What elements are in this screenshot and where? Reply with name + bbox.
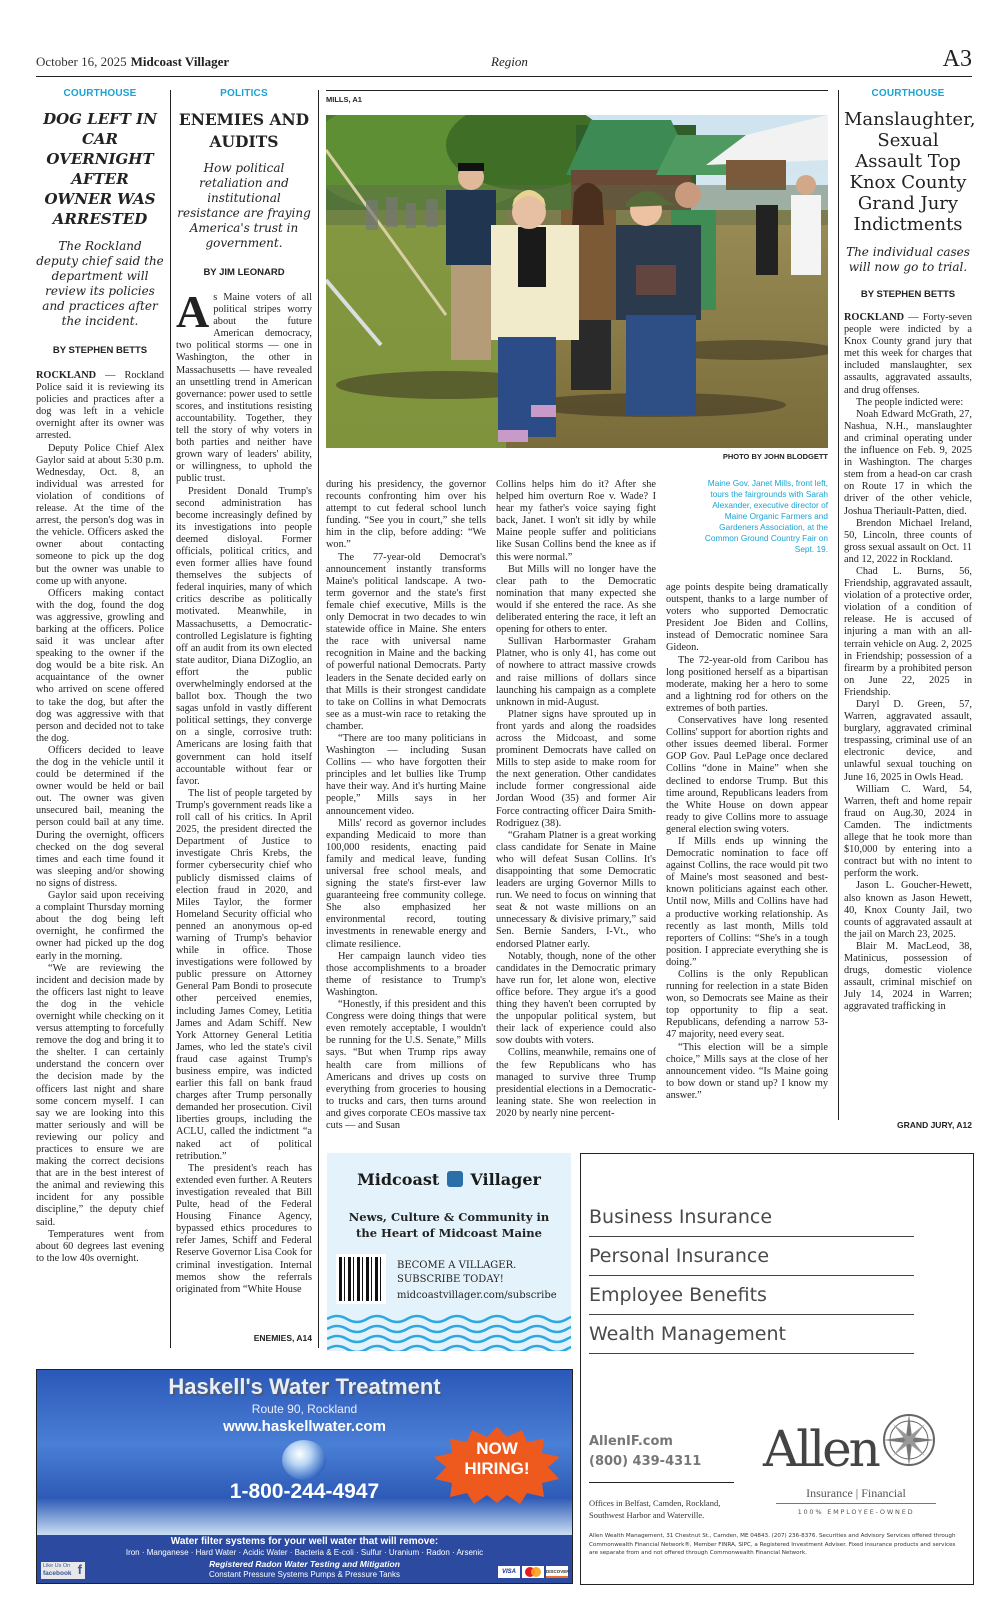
mills-paragraph: “This election will be a simple choice,” Mills says at the close of her announcement video. “Is Maine going to bow down or stand up? I know my answer.” [666, 1041, 828, 1101]
enemies-dek: How political retaliation and institutional resistance are fraying America's trust in government. [177, 161, 311, 250]
service-personal-insurance: Personal Insurance [589, 1237, 914, 1276]
villager-logo [327, 1170, 571, 1189]
dog-paragraph: Officers making contact with the dog, found the dog was aggressive, growling and barking at the officers. Police said it was unclear after speaking to the owner if the dog would be a bite risk. An acquaintance of the owner who arrived on scene offered to take the dog, but after the dog was aggressive with that person and decided not to take the dog. [36, 587, 164, 744]
dog-paragraph: Deputy Police Chief Alex Gaylor said at about 5:30 p.m. Wednesday, Oct. 8, an individual was arrested for violation of conditions of release. At the time of the arrest, the person's dog was in the vehicle. Officers asked the owner about contacting someone to pick up the dog but the owner was unable to come up with anyone. [36, 442, 164, 587]
jury-paragraph: Chad L. Burns, 56, Friendship, aggravated assault, violation of a protective order, violation of a condition of release. He is accused of injuring a man with an all-terrain vehicle on Aug. 2, 2025 in Friendship; possession of a firearm by a prohibited person on June 22, 2025 in Friendship. [844, 565, 972, 698]
allen-contact [589, 1432, 701, 1472]
allen-disclaimer: Allen Wealth Management, 31 Chestnut St., Camden, ME 04843. (207) 236-8376. Securities and Advisory Services offered through Commonwealth Financial Network®, Member FINRA, SIPC, a Registered Investment Adviser. Fixed insurance products and services are separate from and not offered through Commonwealth Financial Network. [589, 1533, 956, 1556]
villager-cta [397, 1259, 557, 1303]
mills-paragraph: age points despite being dramatically outspent, thanks to a large number of voters who supported Democratic President Joe Biden and Collins, instead of Democratic nominee Sara Gideon. [666, 582, 828, 654]
mills-paragraph: Sullivan Harbormaster Graham Platner, who is only 41, has come out of nowhere to attract massive crowds and raise millions of dollars since launching his campaign as a complete unknown in mid-August. [496, 636, 656, 708]
facebook-badge[interactable] [41, 1562, 85, 1579]
dog-paragraph [36, 370, 164, 443]
service-list [589, 1200, 914, 1354]
jury-paragraph: Daryl D. Green, 57, Warren, aggravated assault, burglary, aggravated criminal trespassing, criminal use of an electronic device, and unlawful sexual touching on June 16, 2025 in Owls Head. [844, 699, 972, 783]
column-divider [318, 90, 319, 1348]
facebook-line-2: facebook [43, 1570, 72, 1577]
photo-credit: PHOTO BY JOHN BLODGETT [722, 452, 828, 461]
mills-paragraph: Platner signs have sprouted up in front yards and along the roadsides across the Midcoast, and some prominent Democrats have called on Mills to step aside to make room for the next generation. Other candidates include former congressional aide Jordan Wood (35) and former Air Force contracting officer Daira Smith-Rodriguez (38). [496, 708, 656, 829]
section-name: Region [491, 54, 528, 69]
mills-column-1 [326, 479, 486, 1132]
jury-headline[interactable]: Manslaughter, Sexual Assault Top Knox County Grand Jury Indictments [844, 109, 976, 235]
column-divider [838, 90, 839, 1120]
mills-paragraph: during his presidency, the governor recounts confronting him over his attempt to cut federal school lunch funding. “See you in court,” she tells him in the clip, before adding: “We won.” [326, 479, 486, 551]
logo-insurance: Insurance [806, 1486, 853, 1500]
facebook-line-1: Like Us On [43, 1563, 71, 1569]
paper-name: Midcoast Villager [130, 54, 230, 69]
date-text: October 16, 2025 [36, 54, 127, 69]
mills-paragraph: Collins is the only Republican running for reelection in a state Biden won, so Democrats see Maine as their top opportunity to flip a seat. Republicans, defending a narrow 53-47 majority, need every seat. [666, 969, 828, 1041]
enemies-body [176, 286, 312, 1296]
dog-paragraph: Temperatures went from about 60 degrees last evening to the low 40s overnight. [36, 1228, 164, 1264]
service-wealth-management: Wealth Management [589, 1315, 914, 1354]
mills-paragraph: Collins helps him do it? After she helped him overturn Roe v. Wade? I hear my father's voice saying fight back, Janet. I won't sit idly by while Maine people suffer and politicians like Susan Collins bend the knee as if this were normal.” [496, 479, 656, 563]
hiring-line-1: NOW [476, 1439, 518, 1458]
compass-rose-icon [881, 1412, 937, 1468]
filter-headline: Water filter systems for your well water that will remove: [170, 1536, 439, 1547]
jury-paragraph: Blair M. MacLeod, 38, Matinicus, possession of drugs, domestic violence assault, criminal mischief on July 14, 2024 in Warren; aggravated trafficking in [844, 940, 972, 1013]
enemies-headline[interactable]: ENEMIES AND AUDITS [178, 110, 310, 151]
mills-paragraph: Her campaign launch video ties those accomplishments to a broader theme of resistance to Trump's Washington. [326, 950, 486, 998]
drop-cap: A [176, 286, 210, 337]
mills-paragraph: Mills' record as governor includes expanding Medicaid to more than 100,000 residents, enacting paid family and medical leave, funding universal free school meals, and signing the state's first-ever law guaranteeing free community college. She also emphasized her environmental record, touting investments in renewable energy and climate resilience. [326, 817, 486, 950]
employee-owned: 100% EMPLOYEE-OWNED [797, 1508, 915, 1516]
dog-story [36, 88, 164, 1265]
enemies-kicker: POLITICS [220, 88, 268, 99]
enemies-story [176, 88, 312, 1296]
enemies-jump-link[interactable]: ENEMIES, A14 [253, 1333, 312, 1343]
service-employee-benefits: Employee Benefits [589, 1276, 914, 1315]
service-business-insurance: Business Insurance [589, 1200, 914, 1237]
mills-paragraph: Collins, meanwhile, remains one of the few Republicans who has managed to survive three Trump presidential elections in a Democratic-leaning state. She won reelection in 2020 by nearly nine percent- [496, 1047, 656, 1119]
photo-caption: Maine Gov. Janet Mills, front left, tours the fairgrounds with Sarah Alexander, executive director of Maine Organic Farmers and Gardeners Association, at the Common Ground Country Fair on Sept. 19. [704, 478, 828, 554]
payment-cards [498, 1566, 568, 1578]
mills-paragraph: Conservatives have long resented Collins' support for abortion rights and other issues deemed liberal. Former GOP Gov. Paul LePage once declared Collins “done in Maine” when she declined to endorse Trump. But this time around, Republicans leaders from the White House on down appear ready to give Collins more to assuage general election swing voters. [666, 715, 828, 835]
haskell-title: Haskell's Water Treatment [168, 1374, 441, 1399]
haskell-phone[interactable]: 1-800-244-4947 [229, 1480, 380, 1503]
waves-decoration-icon [327, 1313, 571, 1351]
allen-logo-subtitle: Insurance | Financial [776, 1486, 936, 1504]
haskell-website[interactable]: www.haskellwater.com [223, 1418, 386, 1435]
mills-paragraph: If Mills ends up winning the Democratic nomination to face off against Collins, the race would pit two of Maine's most seasoned and best-known politicians against each other. Until now, Mills and Collins have had a productive working relationship. As recently as last month, Mills told reporters of Collins: “She's in a tough position. I appreciate everything she is doing.” [666, 835, 828, 968]
mills-jump-label[interactable]: MILLS, A1 [326, 95, 362, 104]
dog-byline: BY STEPHEN BETTS [52, 345, 148, 356]
contaminant-list: Iron · Manganese · Hard Water · Acidic Water · Bacteria & E-coli · Sulfur · Uranium · Radon · Arsenic [125, 1548, 484, 1557]
paragraph-text: — Rockland Police said it is reviewing its policies and practices after a dog was left in a vehicle overnight after its owner was arrested. [36, 370, 164, 442]
villager-subscribe-ad[interactable] [327, 1153, 571, 1351]
logo-right-text: Villager [470, 1170, 541, 1189]
now-hiring-badge[interactable] [432, 1425, 562, 1505]
allen-phone[interactable]: (800) 439-4311 [589, 1454, 702, 1469]
logo-financial: Financial [861, 1486, 906, 1500]
mills-paragraph: The 72-year-old from Caribou has long positioned herself as a bipartisan moderate, making her a hero to some and a lightning rod for others on the extremes of both parties. [666, 654, 828, 714]
jury-paragraph: William C. Ward, 54, Warren, theft and home repair fraud on Aug.30, 2024 in Camden. The indictments allege that he took more than $10,000 by entering into a contract but with no intent to perform the work. [844, 783, 972, 880]
dog-dateline: ROCKLAND [36, 370, 97, 381]
cta-line-1: BECOME A VILLAGER. [397, 1260, 517, 1271]
subscribe-url[interactable]: midcoastvillager.com/subscribe [397, 1290, 557, 1301]
enemies-paragraph [176, 286, 312, 486]
cta-line-2: SUBSCRIBE TODAY! [397, 1274, 504, 1285]
logo-left-text: Midcoast [357, 1170, 440, 1189]
dog-paragraph: Officers decided to leave the dog in the vehicle until it could be determined if the owner would be held or bail out. The owner was given unsecured bail, meaning the person could bail at any time. During the overnight, officers checked on the dog several times and each time found it was sleeping and/or showing no signs of distress. [36, 744, 164, 889]
jury-jump-link[interactable]: GRAND JURY, A12 [897, 1120, 972, 1130]
allen-website[interactable]: AllenIF.com [589, 1434, 673, 1449]
mastercard-icon [522, 1566, 544, 1578]
enemies-byline: BY JIM LEONARD [203, 267, 285, 278]
discover-card-icon: DISCOVER [546, 1566, 568, 1578]
page-number: A3 [942, 46, 972, 72]
hiring-text [432, 1439, 562, 1479]
fair-photo[interactable] [326, 115, 828, 448]
dog-headline[interactable]: DOG LEFT IN CAR OVERNIGHT AFTER OWNER WAS ARRESTED [43, 110, 157, 228]
mills-paragraph: “Graham Platner is a great working class candidate for Senate in Maine who will defeat Susan Collins. It's disappointing that some Democratic leaders are urging Governor Mills to run. We need to focus on winning that seat & not waste millions on an unnecessary & divisive primary,” said Sen. Bernie Sanders, I-Vt., who endorsed Platner early. [496, 829, 656, 950]
dog-kicker: COURTHOUSE [63, 88, 137, 99]
contact-divider [589, 1482, 734, 1483]
jury-body [844, 312, 972, 1013]
facebook-f-icon: f [77, 1562, 82, 1577]
enemies-paragraph: President Donald Trump's second administration has become increasingly defined by its investigations into people deemed disloyal. Former officials, political critics, and even former allies have found themselves the subjects of federal inquiries, many of which critics describe as politically motivated. Meanwhile, in Massachusetts, a Democratic-controlled Legislature is fighting off an audit from its own elected state auditor, Diana DiZoglio, an effort the public overwhelmingly endorsed at the ballot box. Though the two sagas unfold in vastly different political settings, they converge on a single, corrosive truth: Americans are losing faith that government can hold itself accountable without fear or favor. [176, 485, 312, 787]
jury-kicker: COURTHOUSE [871, 88, 945, 99]
haskell-address: Route 90, Rockland [251, 1402, 358, 1416]
paragraph-text: s Maine voters of all political stripes worry about the future American democracy, two political storms — one in Washington, the other in Massachusetts — have revealed an unsettling trend in American governance: power used to settle scores, and institutions resisting accountability. Together, they tell the story of why voters in both parties and neither have grown wary of leaders' ability, or willingness, to uphold the public trust. [176, 292, 312, 485]
mills-paragraph: But Mills will no longer have the clear path to the Democratic nomination that many expected she would if she entered the race. As she deliberated entering the race, it left an opening for others to enter. [496, 563, 656, 636]
pumps-line: Constant Pressure Systems Pumps & Pressure Tanks [208, 1570, 401, 1579]
jury-dek: The individual cases will now go to trial. [846, 245, 970, 274]
jury-paragraph: Brendon Michael Ireland, 50, Lincoln, three counts of gross sexual assault on Oct. 11 and 12, 2022 in Rockland. [844, 517, 972, 565]
jury-paragraph: Jason L. Goucher-Hewett, also known as Jason Hewett, 40, Knox County Jail, two counts of aggravated assault at the jail on March 23, 2025. [844, 880, 972, 940]
jury-paragraph [844, 312, 972, 397]
visa-card-icon: VISA [498, 1566, 520, 1578]
dog-paragraph: “We are reviewing the incident and decision made by the officers last night to leave the dog in the vehicle overnight while checking on it versus attempting to forcefully remove the dog and bring it to the shelter. I can certainly understand the concern over the decision made by the officers last night and share some concern myself. I can say we are looking into this matter seriously and will be reviewing our policy and practices to ensure we are making the correct decisions that are in the best interest of the animal and reviewing this incident for any possible discipline,” the deputy chief said. [36, 962, 164, 1228]
qr-code-icon[interactable] [339, 1257, 383, 1301]
enemies-paragraph: The list of people targeted by Trump's government reads like a roll call of his critics. In April 2025, the president directed the Department of Justice to investigate Chris Krebs, the former cybersecurity chief who publicly dismissed claims of election fraud in 2020, and Miles Taylor, the former Homeland Security official who penned an anonymous op-ed warning of Trump's behavior while in office. Those investigations were followed by public pressure on Attorney General Pam Bondi to prosecute other perceived enemies, including James Comey, Letitia James and Adam Schiff. New York Attorney General Letitia James, who led the state's civil fraud case against Trump's business empire, was indicted earlier this fall on bank fraud charges after Trump personally demanded her prosecution. Civil liberties groups, including the ACLU, called the indictment “a naked act of political retribution.” [176, 787, 312, 1162]
jury-story [844, 88, 976, 1013]
column-divider [170, 90, 171, 1348]
masthead [36, 46, 972, 77]
photo-image [326, 115, 828, 448]
issue-date [36, 54, 229, 70]
enemies-paragraph: The president's reach has extended even further. A Reuters investigation revealed that Bill Pulte, head of the Federal Housing Finance Agency, bypassed ethics procedures to refer James, Schiff and Federal Reserve Governor Lisa Cook for criminal investigation. Internal memos show the referrals originated from “White House [176, 1162, 312, 1295]
mills-paragraph: The 77-year-old Democrat's announcement instantly transforms Maine's political landscape. A two-term governor and the state's first female chief executive, Mills is the only Democrat in two decades to win statewide office in Maine. She enters the race with universal name recognition in Maine and the backing of powerful national Democrats. Party leaders in the Senate decided early on that Mills is their strongest candidate to take on Collins in what Democrats see as a must-win race to retaking the chamber. [326, 551, 486, 732]
villager-tagline: News, Culture & Community in the Heart of Midcoast Maine [348, 1210, 550, 1240]
mills-paragraph: Notably, though, none of the other candidates in the Democratic primary have run for, let alone won, elective office before. They argue it's a good thing they haven't been corrupted by the unpopular political system, but their lack of experience could also sow doubts with voters. [496, 950, 656, 1047]
mills-paragraph: “There are too many politicians in Washington — including Susan Collins — who have forgotten their principles and let bullies like Trump have their way. And it's hurting Maine people,” Mills says in her announcement video. [326, 732, 486, 817]
paragraph-text: — Forty-seven people were indicted by a Knox County grand jury that met this week for charges that included manslaughter, sex assaults, aggravated assaults, and drug offenses. [844, 312, 972, 396]
mills-column-3 [666, 582, 828, 1102]
haskell-water-ad[interactable] [36, 1369, 573, 1584]
water-drop-icon [282, 1440, 326, 1480]
dog-body [36, 370, 164, 1265]
photo-top-rule [326, 90, 828, 91]
jury-byline: BY STEPHEN BETTS [860, 289, 956, 300]
allen-logo: Allen [763, 1420, 878, 1478]
lighthouse-logo-icon [447, 1171, 463, 1187]
dog-paragraph: Gaylor said upon receiving a complaint Thursday morning about the dog being left overnight, he confirmed the owner had picked up the dog early in the morning. [36, 890, 164, 962]
hiring-line-2: HIRING! [464, 1459, 530, 1478]
dog-dek: The Rockland deputy chief said the department will review its policies and practices after the incident. [36, 239, 164, 328]
radon-testing: Registered Radon Water Testing and Mitigation [209, 1559, 400, 1569]
jury-paragraph: The people indicted were: [856, 396, 964, 408]
allen-insurance-ad[interactable] [580, 1153, 974, 1585]
jury-dateline: ROCKLAND [844, 312, 905, 323]
jury-paragraph: Noah Edward McGrath, 27, Nashua, N.H., manslaughter and criminal operating under the influence on Feb. 9, 2025 in Washington. The charges stem from a head-on car crash on Route 17 in which the driver of the other vehicle, Joshua Theriault-Patten, died. [844, 408, 972, 517]
mills-column-2 [496, 479, 656, 1120]
mills-paragraph: “Honestly, if this president and this Congress were doing things that were even remotely acceptable, I wouldn't be running for the U.S. Senate,” Mills says. “But when Trump rips away health care from millions of Americans and drives up costs on everything from groceries to housing to trucks and cars, then turns around and gives corporate CEOs massive tax cuts — and Susan [326, 999, 486, 1131]
allen-offices: Offices in Belfast, Camden, Rockland, Southwest Harbor and Waterville. [589, 1498, 721, 1520]
